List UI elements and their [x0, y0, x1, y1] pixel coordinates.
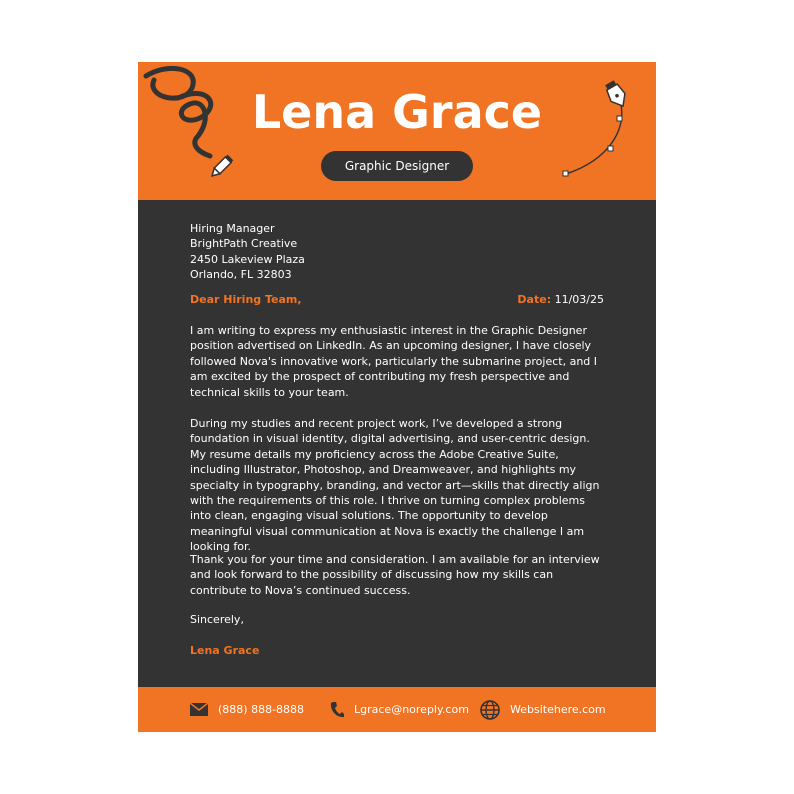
phone-icon [330, 702, 344, 718]
header-band [138, 62, 656, 200]
letter-date [517, 293, 604, 306]
globe-icon [480, 700, 500, 720]
recipient-address [190, 221, 305, 283]
contact-footer [138, 687, 656, 732]
email-text: Lgrace@noreply.com [354, 703, 469, 716]
recipient-line: 2450 Lakeview Plaza [190, 252, 305, 266]
body-paragraph: Thank you for your time and consideration. I am available for an interview and look forward to the possibility of discussing how my skills can contribute to Nova’s continued success. [190, 553, 600, 597]
job-title-badge: Graphic Designer [321, 151, 473, 181]
phone-text: (888) 888-8888 [218, 703, 305, 716]
recipient-line: BrightPath Creative [190, 237, 298, 251]
recipient-line: Orlando, FL 32803 [190, 268, 292, 282]
envelope-icon [190, 703, 208, 716]
applicant-name: Lena Grace [251, 85, 543, 139]
contact-website[interactable] [480, 687, 606, 732]
body-paragraph: During my studies and recent project work, I’ve developed a strong foundation in visual identity, digital advertising, and user-centric design. My resume details my proficiency across the Adobe Creative Suite, including Illustrator, Photoshop, and Dreamweaver, and highlights my specialty in typography, branding, and vector art—skills that directly align with the requirements of this role. I thrive on turning complex problems into clean, engaging visual solutions. The opportunity to develop meaningful visual communication at Nova is exactly the challenge I am looking for. [190, 417, 600, 554]
date-label: Date: [517, 293, 552, 306]
date-value: 11/03/25 [554, 293, 604, 306]
salutation: Dear Hiring Team, [190, 293, 302, 306]
signature-name: Lena Grace [190, 644, 260, 657]
contact-phone[interactable] [190, 687, 304, 732]
closing: Sincerely, [190, 613, 244, 626]
cover-letter-page [138, 62, 656, 732]
website-text: Websitehere.com [510, 703, 606, 716]
body-paragraph: I am writing to express my enthusiastic interest in the Graphic Designer position advertised on LinkedIn. As an upcoming designer, I have closely followed Nova's innovative work, particularly the submarine project, and I am excited by the prospect of contributing my fresh perspective and technical skills to your team. [190, 324, 598, 399]
contact-email[interactable] [330, 687, 469, 732]
recipient-line: Hiring Manager [190, 222, 275, 235]
